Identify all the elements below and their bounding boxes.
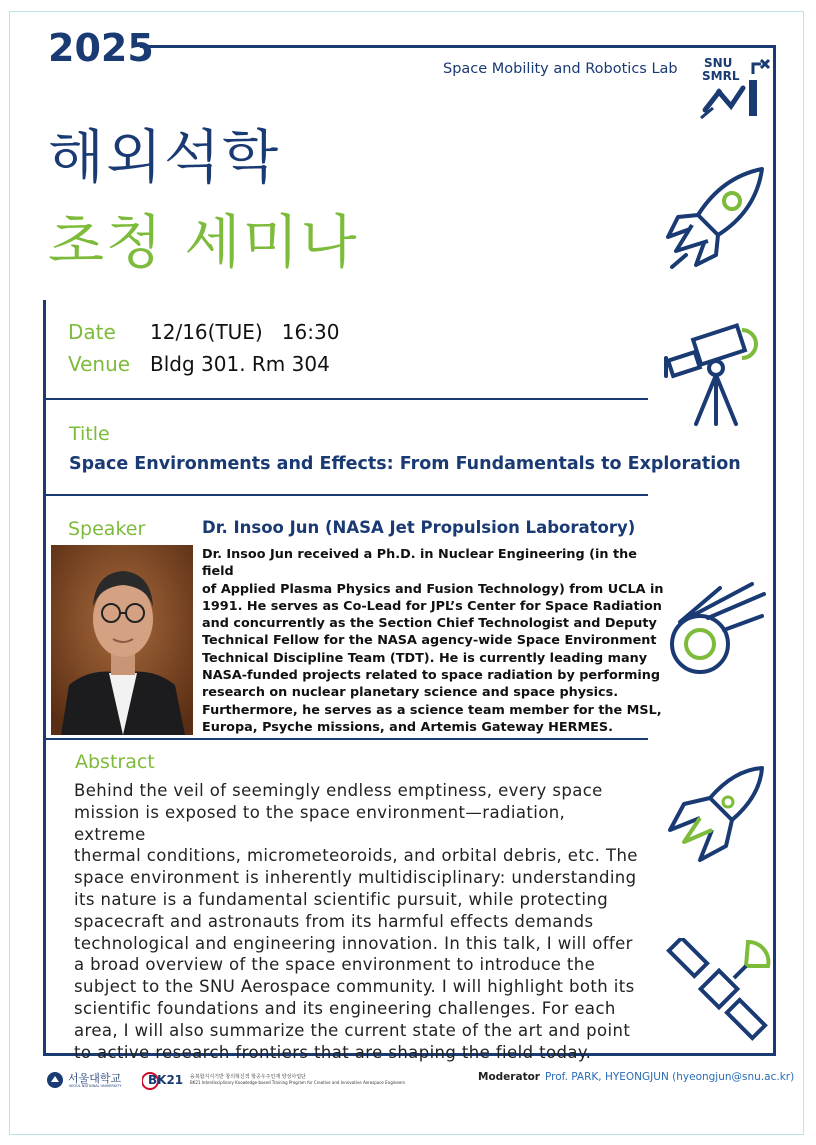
abstract-line: its nature is a fundamental scientific pursuit, while protecting [74, 889, 609, 909]
comet-icon [664, 578, 768, 682]
speaker-photo [51, 545, 193, 735]
moderator-name: Prof. PARK, HYEONGJUN (hyeongjun@snu.ac.kr) [545, 1071, 795, 1083]
title-line-2: 초청 세미나 [48, 208, 359, 276]
bio-line: 1991. He serves as Co-Lead for JPL’s Center for Space Radiation [202, 598, 662, 614]
bio-line: of Applied Plasma Physics and Fusion Technology) from UCLA in [202, 581, 664, 597]
talk-title: Space Environments and Effects: From Fundamentals to Exploration [69, 454, 741, 474]
frame-left-line [43, 300, 46, 1056]
abstract-line: Behind the veil of seemingly endless emptiness, every space [74, 781, 603, 800]
telescope-icon [662, 320, 772, 428]
abstract-label: Abstract [75, 751, 155, 773]
logo-text-2: SMRL [702, 69, 740, 83]
date-value: 12/16(TUE) 16:30 [150, 320, 340, 344]
divider-2 [43, 494, 648, 496]
snu-name: 서울대학교 [68, 1072, 122, 1085]
speaker-bio [202, 546, 672, 736]
abstract-line: space environment is inherently multidisciplinary: understanding [74, 868, 637, 888]
frame-right-line [773, 45, 776, 1056]
logo-text-1: SNU [704, 56, 733, 70]
bio-line: Dr. Insoo Jun received a Ph.D. in Nuclear Engineering (in the field [202, 547, 637, 580]
moderator-label: Moderator [478, 1071, 540, 1083]
bk21-text: BK21 [148, 1073, 184, 1087]
divider-1 [43, 398, 648, 400]
bio-line: Furthermore, he serves as a science team member for the MSL, [202, 702, 662, 718]
robot-arm-icon [699, 52, 775, 122]
abstract-line: to active research frontiers that are shaping the field today. [74, 1042, 592, 1062]
abstract-line: spacecraft and astronauts from its harmful effects demands [74, 911, 594, 931]
bio-line: Technical Discipline Team (TDT). He is currently leading many [202, 650, 648, 666]
bio-line: research on nuclear planetary science and space physics. [202, 685, 619, 701]
date-label: Date [68, 320, 116, 344]
title-line-1: 해외석학 [48, 123, 281, 191]
abstract-line: thermal conditions, micrometeoroids, and orbital debris, etc. The [74, 846, 638, 866]
venue-label: Venue [68, 352, 131, 376]
bio-line: Technical Fellow for the NASA agency-wide Space Environment [202, 633, 657, 649]
rocket-icon [662, 163, 770, 271]
abstract-line: mission is exposed to the space environment—radiation, extreme [74, 802, 566, 844]
lab-name: Space Mobility and Robotics Lab [443, 61, 678, 77]
shuttle-icon [664, 760, 770, 866]
bio-line: and concurrently as the Section Chief Technologist and Deputy [202, 616, 657, 632]
satellite-icon [662, 938, 772, 1042]
bio-line: NASA-funded projects related to space radiation by performing [202, 668, 661, 684]
snu-emblem-icon [46, 1071, 64, 1089]
venue-value: Bldg 301. Rm 304 [150, 352, 330, 376]
abstract-line: subject to the SNU Aerospace community. I will highlight both its [74, 977, 635, 997]
abstract-line: scientific foundations and its engineering challenges. For each [74, 998, 616, 1018]
abstract-line: area, I will also summarize the current state of the art and point [74, 1020, 631, 1040]
bio-line: Europa, Psyche missions, and Artemis Gateway HERMES. [202, 719, 614, 735]
abstract-line: technological and engineering innovation. In this talk, I will offer [74, 933, 633, 953]
bk-program-line2: BK21 Interdisciplinary Knowledge-based Training Program for Creative and Innovative Aerospace Engineers [190, 1080, 406, 1085]
speaker-label: Speaker [68, 518, 146, 540]
speaker-name: Dr. Insoo Jun (NASA Jet Propulsion Laboratory) [202, 518, 636, 537]
year-label: 2025 [48, 26, 154, 70]
title-label: Title [69, 423, 110, 445]
smrl-logo [699, 52, 775, 122]
frame-top-line [140, 45, 776, 48]
divider-3 [43, 738, 648, 740]
abstract-line: a broad overview of the space environment to introduce the [74, 955, 596, 975]
bk-program-line1: 융복합지식기반 창의혁신적 항공우주인재 양성사업단 [190, 1074, 306, 1080]
abstract-text [74, 780, 642, 1063]
snu-name-en: SEOUL NATIONAL UNIVERSITY [69, 1084, 122, 1088]
